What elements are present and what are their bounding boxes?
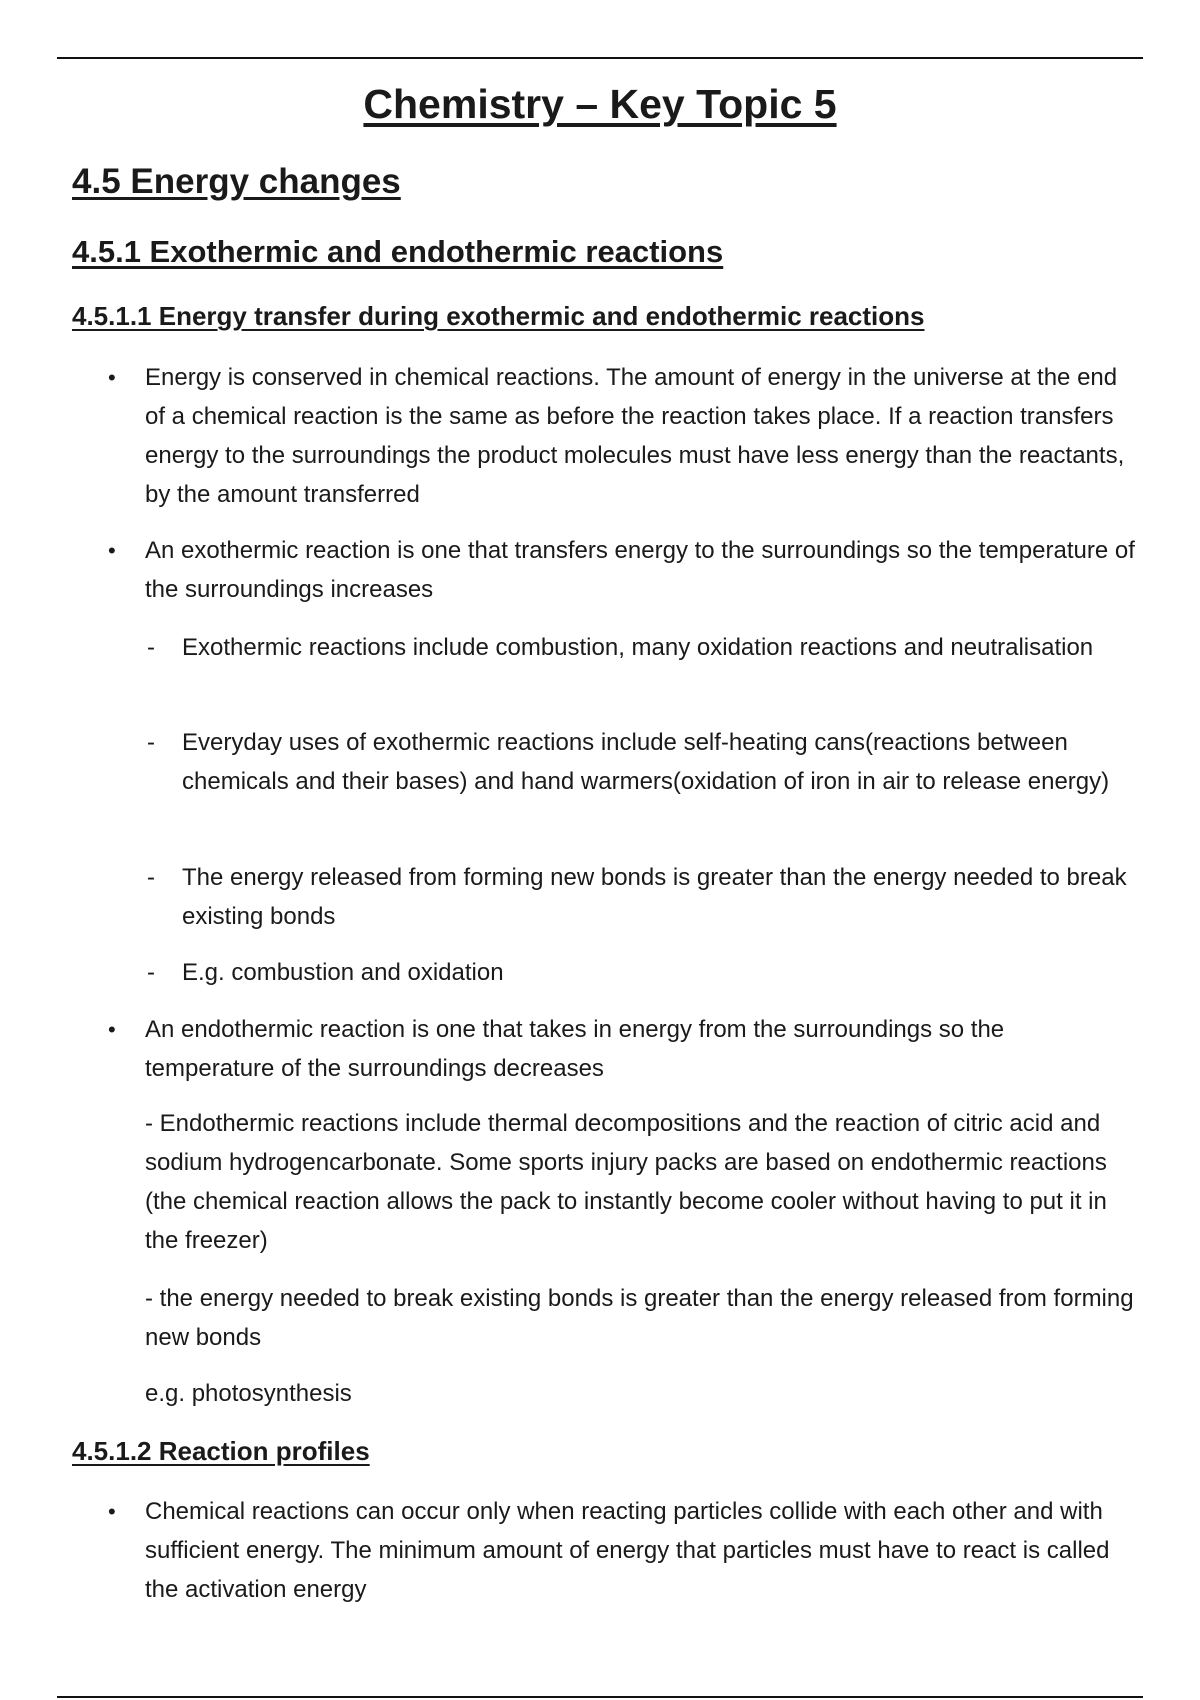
document-title (0, 78, 1200, 130)
para-endothermic-bonds: - the energy needed to break existing bonds is greater than the energy released from forming new bonds (145, 1285, 1134, 1351)
section-heading: 4.5 Energy changes (72, 162, 401, 201)
subsection-heading: 4.5.1 Exothermic and endothermic reactions (72, 234, 724, 269)
bullet-exothermic-definition: • An exothermic reaction is one that transfers energy to the surroundings so the temperature of the surroundings increases (145, 531, 1135, 609)
dash-exothermic-bonds: - The energy released from forming new bonds is greater than the energy needed to break existing bonds (182, 858, 1132, 936)
bullet-activation-energy: • Chemical reactions can occur only when reacting particles collide with each other and with sufficient energy. The minimum amount of energy that particles must have to react is called the activation energy (145, 1492, 1135, 1609)
dash-exothermic-eg: - E.g. combustion and oxidation (182, 953, 1132, 992)
bottom-rule (57, 1696, 1143, 1698)
top-rule (57, 57, 1143, 59)
subsubsection-heading-energy-transfer: 4.5.1.1 Energy transfer during exothermic and endothermic reactions (72, 301, 925, 331)
document-title-text: Chemistry – Key Topic 5 (363, 81, 837, 127)
bullet-endothermic-definition: • An endothermic reaction is one that takes in energy from the surroundings so the temperature of the surroundings decreases (145, 1010, 1135, 1088)
bullet-energy-conserved: • Energy is conserved in chemical reactions. The amount of energy in the universe at the end of a chemical reaction is the same as before the reaction takes place. If a reaction transfers energy to the surroundings the product molecules must have less energy than the reactants, by the amount transferred (145, 358, 1135, 514)
subsubsection-heading-reaction-profiles: 4.5.1.2 Reaction profiles (72, 1436, 370, 1466)
para-endothermic-eg: e.g. photosynthesis (145, 1380, 352, 1407)
dash-exothermic-uses: - Everyday uses of exothermic reactions include self-heating cans(reactions between chemicals and their bases) and hand warmers(oxidation of iron in air to release energy) (182, 723, 1132, 801)
dash-exothermic-examples: - Exothermic reactions include combustion, many oxidation reactions and neutralisation (182, 628, 1132, 667)
para-endothermic-examples: - Endothermic reactions include thermal decompositions and the reaction of citric acid and sodium hydrogencarbonate. Some sports injury packs are based on endothermic reactions (the chemical reaction allows the pack to instantly become cooler without having to put it in the freezer) (145, 1110, 1107, 1254)
